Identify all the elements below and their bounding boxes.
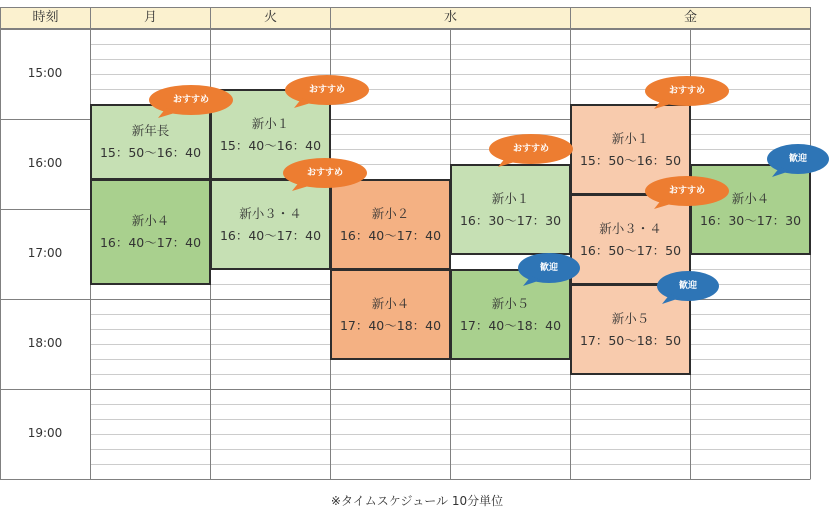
class-time: 17：50〜18：50	[579, 332, 682, 348]
class-time: 16：40〜17：40	[219, 227, 322, 243]
recommend-callout: おすすめ	[488, 133, 574, 169]
class-name: 新小４	[371, 295, 410, 311]
class-time: 15：50〜16：50	[579, 152, 682, 168]
recommend-callout: おすすめ	[282, 157, 368, 193]
class-block-mon-2	[90, 179, 211, 285]
recommend-callout: おすすめ	[644, 75, 730, 111]
class-time: 16：30〜17：30	[459, 212, 562, 228]
class-name: 新小４	[131, 213, 170, 228]
class-block-wed-3	[450, 164, 571, 255]
class-name: 新小１	[491, 190, 530, 206]
header-tuesday: 火	[210, 7, 331, 29]
time-label-17: 17:00	[27, 246, 63, 260]
class-time: 17：40〜18：40	[339, 317, 442, 333]
welcome-callout: 歓迎	[766, 143, 830, 179]
class-time: 16：40〜17：40	[339, 227, 442, 243]
footer-note: ※タイムスケジュール 10分単位	[330, 494, 504, 508]
recommend-callout: おすすめ	[644, 175, 730, 211]
class-name: 新小１	[611, 130, 650, 146]
class-time: 16：50〜17：50	[579, 242, 682, 258]
recommend-callout: おすすめ	[284, 74, 370, 110]
time-label-15: 15:00	[27, 66, 63, 80]
class-time: 17：40〜18：40	[459, 317, 562, 333]
class-time: 15：50〜16：40	[99, 145, 202, 160]
class-name: 新年長	[131, 123, 170, 138]
recommend-callout: おすすめ	[148, 84, 234, 120]
time-label-19: 19:00	[27, 426, 63, 440]
header-wednesday: 水	[330, 7, 571, 29]
class-name: 新小５	[491, 295, 530, 311]
class-time: 16：30〜17：30	[699, 212, 802, 228]
class-name: 新小５	[611, 310, 650, 326]
class-name: 新小４	[731, 190, 770, 206]
welcome-callout: 歓迎	[517, 252, 581, 288]
header-time: 時刻	[0, 7, 91, 29]
class-time: 15：40〜16：40	[219, 137, 322, 153]
class-time: 16：40〜17：40	[99, 235, 202, 250]
class-block-wed-2	[330, 269, 451, 360]
class-name: 新小３・４	[599, 220, 662, 236]
time-label-18: 18:00	[27, 336, 63, 350]
header-friday: 金	[570, 7, 811, 29]
class-name: 新小２	[371, 205, 410, 221]
class-name: 新小１	[251, 115, 290, 131]
header-monday: 月	[90, 7, 211, 29]
welcome-callout: 歓迎	[656, 270, 720, 306]
class-name: 新小３・４	[239, 205, 302, 221]
time-label-16: 16:00	[27, 156, 63, 170]
